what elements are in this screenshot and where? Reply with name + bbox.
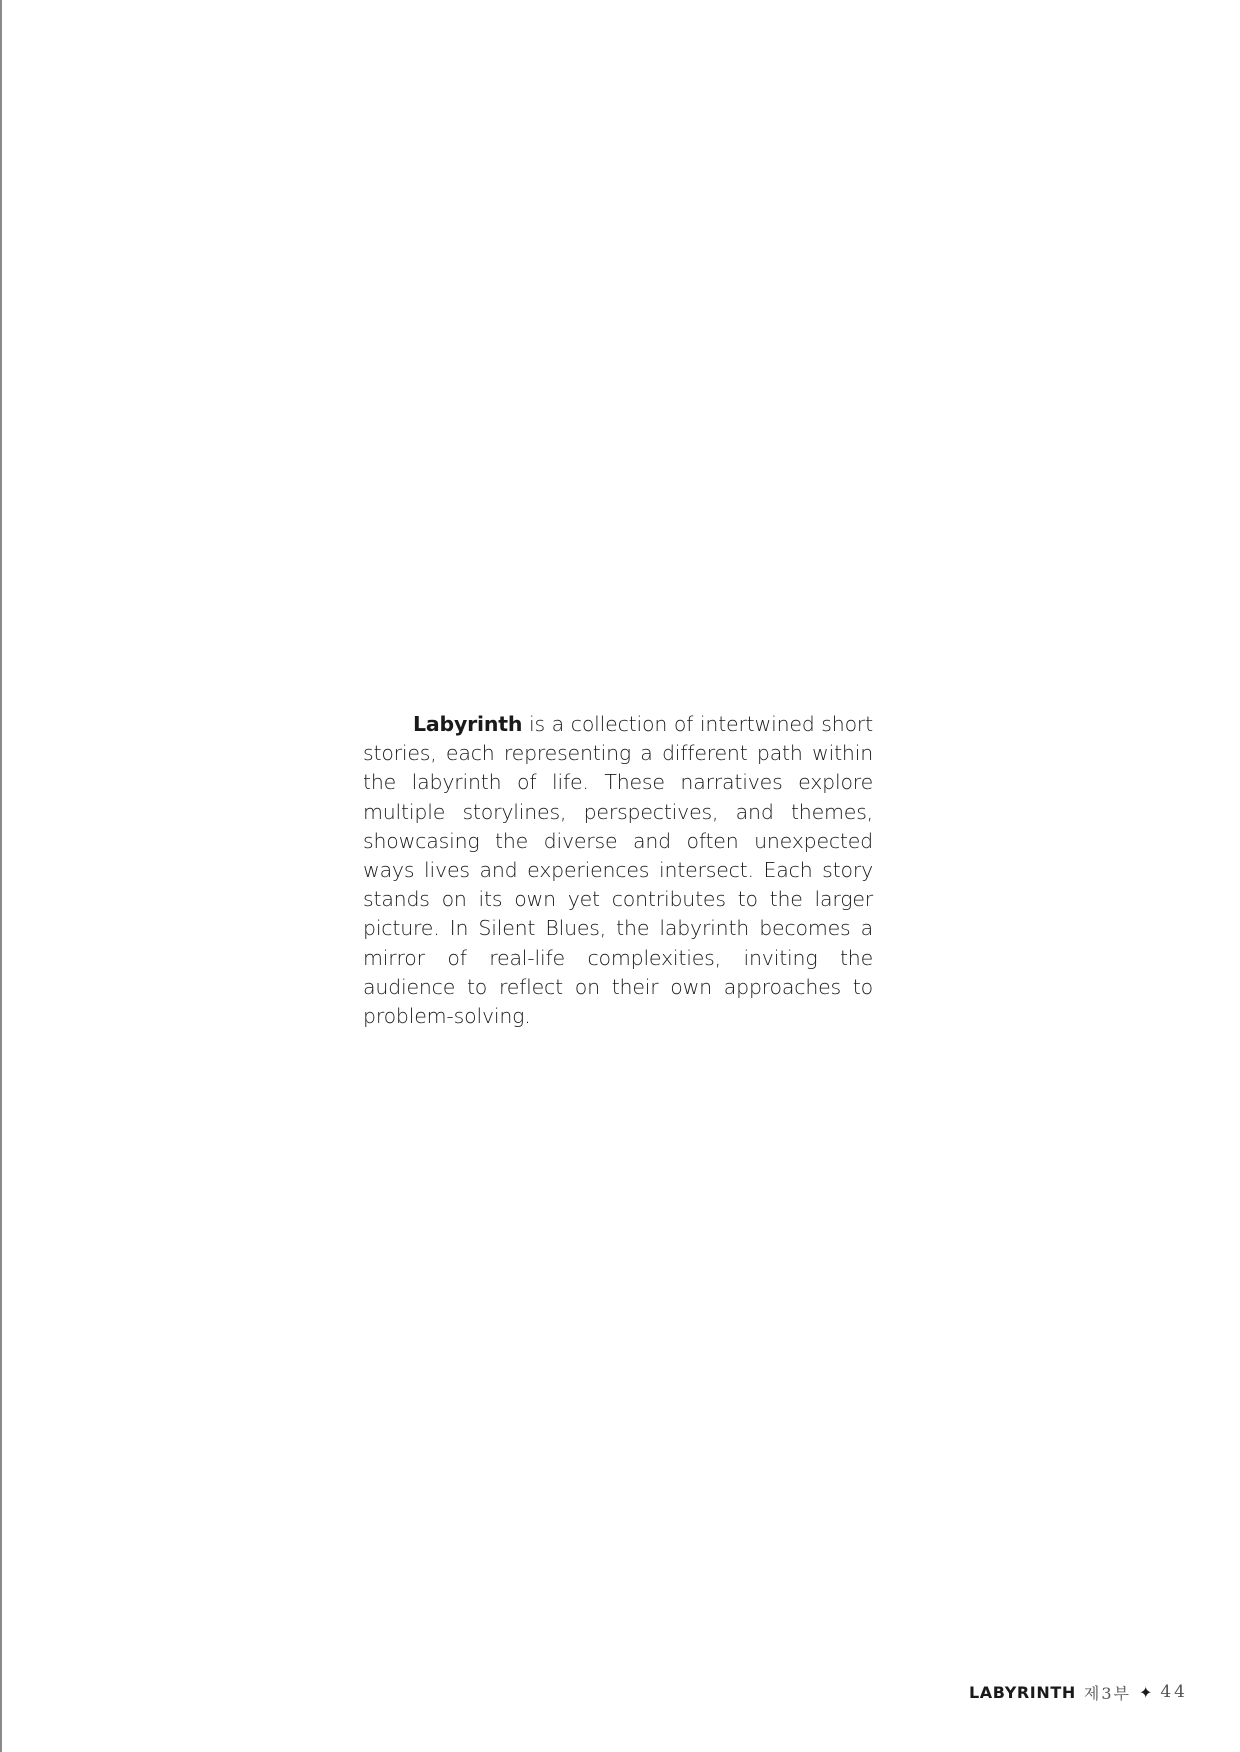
page-footer [969, 1680, 1188, 1704]
body-paragraph [363, 710, 873, 1031]
page-left-edge [0, 0, 2, 1752]
lead-word: Labyrinth [413, 712, 523, 736]
footer-page-number: 44 [1160, 1682, 1188, 1702]
paragraph-text: is a collection of intertwined short stories, each representing a different path within the labyrinth of life. These narratives explore multiple storylines, perspectives, and themes, showcasing the diverse and often unexpected ways lives and experiences intersect. Each story stands on its own yet contributes to the larger picture. In Silent Blues, the labyrinth becomes a mirror of real-life complexities, inviting the audience to reflect on their own approaches to problem-solving. [363, 712, 873, 1029]
four-pointed-star-icon: ✦ [1138, 1682, 1153, 1702]
footer-book-title: LABYRINTH [969, 1682, 1076, 1702]
footer-part-label: 제3부 [1083, 1683, 1131, 1703]
